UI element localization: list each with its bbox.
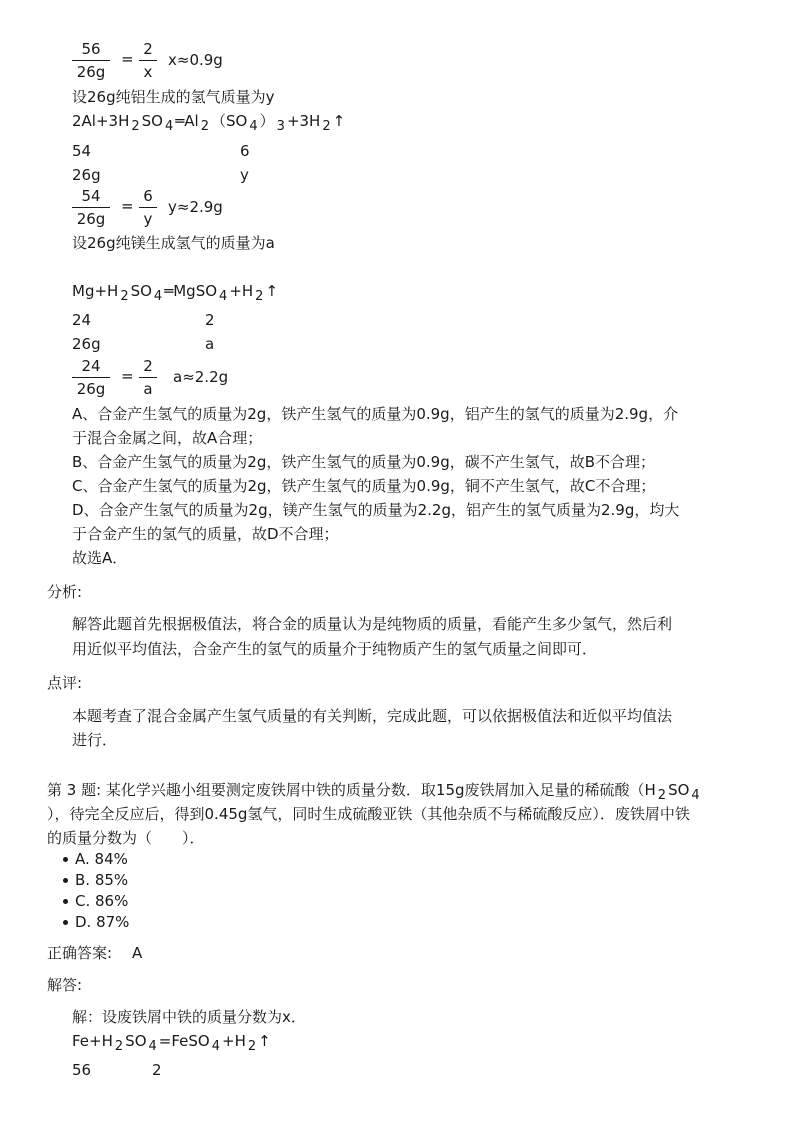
- numerator: 54: [81, 187, 101, 205]
- dianping-label: 点评:: [47, 674, 83, 692]
- equation-al: 2Al+3H 2 SO 4 ═Al 2 （SO 4 ） 3 +3H 2 ↑: [72, 112, 346, 134]
- mg-intro: 设26g纯镁生成氢气的质量为a: [72, 234, 275, 252]
- mg-ratio-d: a: [205, 335, 215, 353]
- analysis-line-a1: A、合金产生氢气的质量为2g，铁产生氢气的质量为0.9g，铝产生的氢气的质量为2.9g，介: [72, 405, 679, 423]
- mg-ratio-a: 24: [72, 311, 92, 329]
- analysis-line-c: C、合金产生氢气的质量为2g，铁产生氢气的质量为0.9g，铜不产生氢气，故C不合理；: [72, 477, 656, 495]
- fraction-bar: [139, 60, 157, 61]
- al-intro: 设26g纯铝生成的氢气质量为y: [72, 88, 275, 106]
- fraction-2-a: [139, 356, 157, 399]
- dianping-line-2: 进行．: [72, 731, 118, 749]
- fraction-24-26g: [72, 356, 110, 399]
- fraction-2-x: [139, 39, 157, 82]
- numerator: 6: [143, 187, 153, 205]
- numerator: 2: [143, 40, 153, 58]
- answer-label: 正确答案:: [47, 944, 113, 962]
- equation-fe: Fe+H 2 SO 4 =FeSO 4 +H 2 ↑: [72, 1032, 271, 1054]
- mg-ratio-c: 26g: [72, 335, 101, 353]
- fenxi-line-1: 解答此题首先根据极值法，将合金的质量认为是纯物质的质量，看能产生多少氢气，然后利: [72, 615, 673, 633]
- analysis-line-d2: 于合金产生的氢气的质量，故D不合理；: [72, 525, 339, 543]
- option-b: B. 85%: [75, 871, 129, 889]
- equals-sign: =: [121, 50, 134, 68]
- analysis-line-a2: 于混合金属之间，故A合理；: [72, 429, 263, 447]
- result-y: y≈2.9g: [168, 198, 223, 216]
- al-ratio-b: 6: [240, 142, 250, 160]
- fraction-bar: [72, 207, 110, 208]
- fraction-bar: [139, 377, 157, 378]
- answer-value: A: [132, 944, 143, 962]
- option-d: D. 87%: [75, 913, 130, 931]
- fraction-bar: [139, 207, 157, 208]
- equation-mg: Mg+H 2 SO 4 ═MgSO 4 +H 2 ↑: [72, 282, 279, 304]
- denominator: y: [143, 210, 153, 228]
- option-c: C. 86%: [75, 892, 129, 910]
- fraction-56-26g: [72, 39, 110, 82]
- fraction-bar: [72, 60, 110, 61]
- jieda-line-1: 解：设废铁屑中铁的质量分数为x．: [72, 1008, 306, 1026]
- question-3-line-2: ），待完全反应后，得到0.45g氢气，同时生成硫酸亚铁（其他杂质不与稀硫酸反应）．废铁屑中铁: [47, 805, 690, 823]
- dianping-line-1: 本题考查了混合金属产生氢气质量的有关判断，完成此题，可以依据极值法和近似平均值法: [72, 707, 673, 725]
- numerator: 56: [81, 40, 101, 58]
- al-ratio-d: y: [240, 166, 249, 184]
- analysis-line-b: B、合金产生氢气的质量为2g，铁产生氢气的质量为0.9g，碳不产生氢气，故B不合理；: [72, 453, 656, 471]
- equals-sign: =: [121, 197, 134, 215]
- fenxi-label: 分析:: [47, 583, 83, 601]
- option-a: A. 84%: [75, 850, 128, 868]
- denominator: x: [143, 63, 153, 81]
- mg-ratio-b: 2: [205, 311, 215, 329]
- fe-ratio-a: 56: [72, 1061, 92, 1079]
- fe-ratio-b: 2: [152, 1061, 162, 1079]
- denominator: 26g: [76, 210, 106, 228]
- al-ratio-a: 54: [72, 142, 92, 160]
- fraction-6-y: [139, 186, 157, 229]
- jieda-label: 解答:: [47, 976, 83, 994]
- result-x: x≈0.9g: [168, 51, 223, 69]
- fenxi-line-2: 用近似平均值法，合金产生的氢气的质量介于纯物质产生的氢气质量之间即可．: [72, 640, 598, 658]
- denominator: 26g: [76, 63, 106, 81]
- equals-sign: =: [121, 367, 134, 385]
- al-ratio-c: 26g: [72, 166, 101, 184]
- question-3-line-3: 的质量分数为（ ）．: [47, 829, 205, 847]
- fraction-bar: [72, 377, 110, 378]
- conclusion: 故选A．: [72, 549, 128, 567]
- numerator: 2: [143, 357, 153, 375]
- question-3-line-1: 第 3 题: 某化学兴趣小组要测定废铁屑中铁的质量分数．取15g废铁屑加入足量的稀硫酸（H 2 SO 4: [47, 781, 700, 803]
- analysis-line-d1: D、合金产生氢气的质量为2g，镁产生氢气的质量为2.2g，铝产生的氢气质量为2.9g，均大: [72, 501, 680, 519]
- result-a: a≈2.2g: [173, 368, 229, 386]
- numerator: 24: [81, 357, 101, 375]
- denominator: 26g: [76, 380, 106, 398]
- denominator: a: [143, 380, 153, 398]
- fraction-54-26g: [72, 186, 110, 229]
